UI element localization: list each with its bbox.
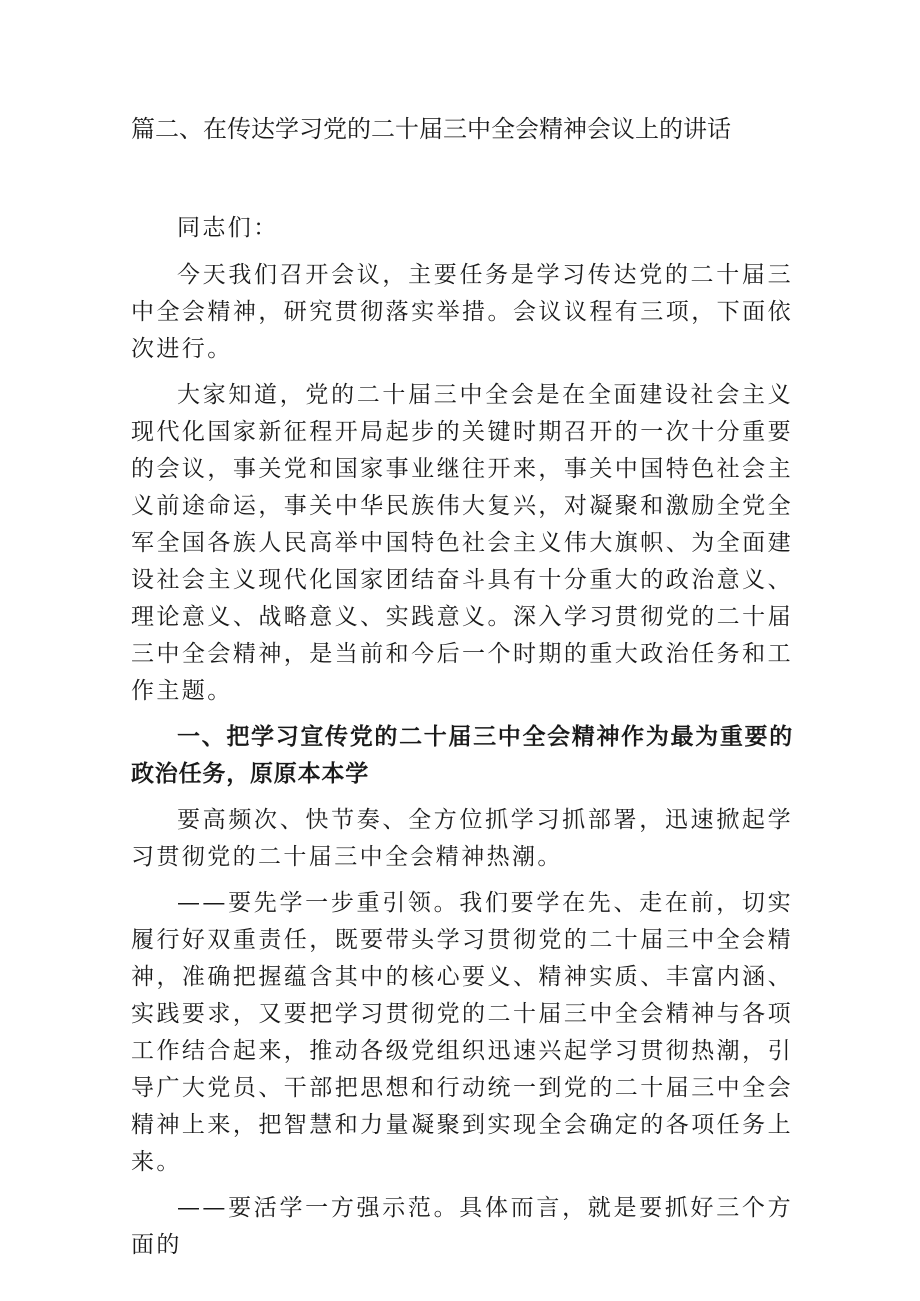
intro-paragraph: 今天我们召开会议，主要任务是学习传达党的二十届三中全会精神，研究贯彻落实举措。会议议程有三项，下面依次进行。: [131, 262, 793, 362]
greeting: 同志们：: [177, 215, 279, 241]
section-one-paragraph: ——要活学一方强示范。具体而言，就是要抓好三个方面的: [131, 1195, 793, 1258]
document-body: [131, 210, 793, 1273]
background-paragraph: 大家知道，党的二十届三中全会是在全面建设社会主义现代化国家新征程开局起步的关键时期召开的一次十分重要的会议，事关党和国家事业继往开来，事关中国特色社会主义前途命运，事关中华民族伟大复兴，对凝聚和激励全党全军全国各族人民高举中国特色社会主义伟大旗帜、为全面建设社会主义现代化国家团结奋斗具有十分重大的政治意义、理论意义、战略意义、实践意义。深入学习贯彻党的二十届三中全会精神，是当前和今后一个时期的重大政治任务和工作主题。: [131, 382, 793, 704]
section-one-paragraph: 要高频次、快节奏、全方位抓学习抓部署，迅速掀起学习贯彻党的二十届三中全会精神热潮。: [131, 807, 793, 870]
document-title: 篇二、在传达学习党的二十届三中全会精神会议上的讲话: [131, 115, 731, 143]
section-one-paragraph: ——要先学一步重引领。我们要学在先、走在前，切实履行好双重责任，既要带头学习贯彻党的二十届三中全会精神，准确把握蕴含其中的核心要义、精神实质、丰富内涵、实践要求，又要把学习贯彻党的二十届三中全会精神与各项工作结合起来，推动各级党组织迅速兴起学习贯彻热潮，引导广大党员、干部把思想和行动统一到党的二十届三中全会精神上来，把智慧和力量凝聚到实现全会确定的各项任务上来。: [131, 890, 793, 1175]
section-one-heading: 一、把学习宣传党的二十届三中全会精神作为最为重要的政治任务，原原本本学: [131, 724, 793, 787]
